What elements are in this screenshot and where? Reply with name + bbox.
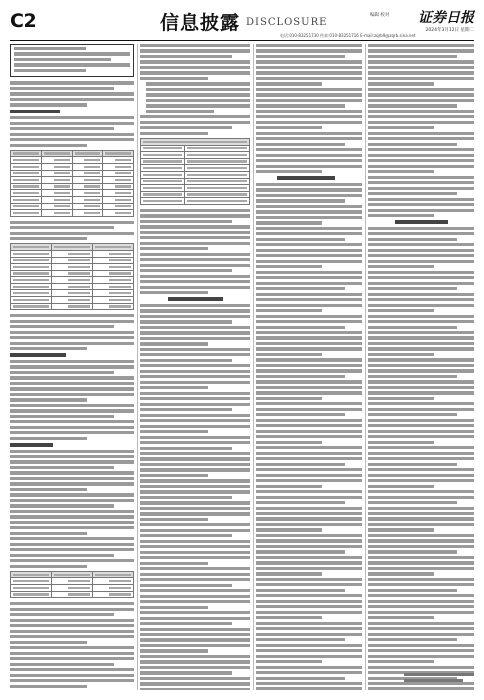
column-divider: [253, 44, 254, 690]
signature-block: [404, 673, 474, 684]
contact-line: 电话:010-83251730 传真:010-83251716 E-mail:zqrb9@zqrb.sina.net: [280, 33, 416, 38]
subsection-heading: [10, 443, 53, 447]
company-info-table: [140, 138, 250, 205]
column-4: [368, 44, 474, 690]
column-2: [140, 44, 250, 690]
data-table: [10, 243, 134, 310]
section-title: 信息披露: [160, 12, 241, 34]
column-1: [10, 44, 134, 690]
financial-table: [10, 150, 134, 217]
subsection-heading: [10, 353, 66, 357]
article-columns: [10, 44, 474, 690]
column-3: [256, 44, 362, 690]
notice-box: [10, 44, 134, 77]
column-divider: [137, 44, 138, 690]
column-divider: [365, 44, 366, 690]
section-heading: [395, 220, 448, 224]
issue-date: 2024年3月12日 星期二: [425, 28, 474, 33]
masthead: [10, 6, 474, 41]
page-code: C2: [10, 10, 37, 32]
brand-logo: 证券日报: [418, 10, 474, 26]
small-table: [10, 571, 134, 598]
subsection-heading: [10, 110, 60, 114]
section-title-en: DISCLOSURE: [246, 17, 328, 28]
editor-line: 编辑 校对: [370, 13, 390, 18]
section-heading: [168, 297, 223, 301]
section-heading: [277, 176, 335, 180]
